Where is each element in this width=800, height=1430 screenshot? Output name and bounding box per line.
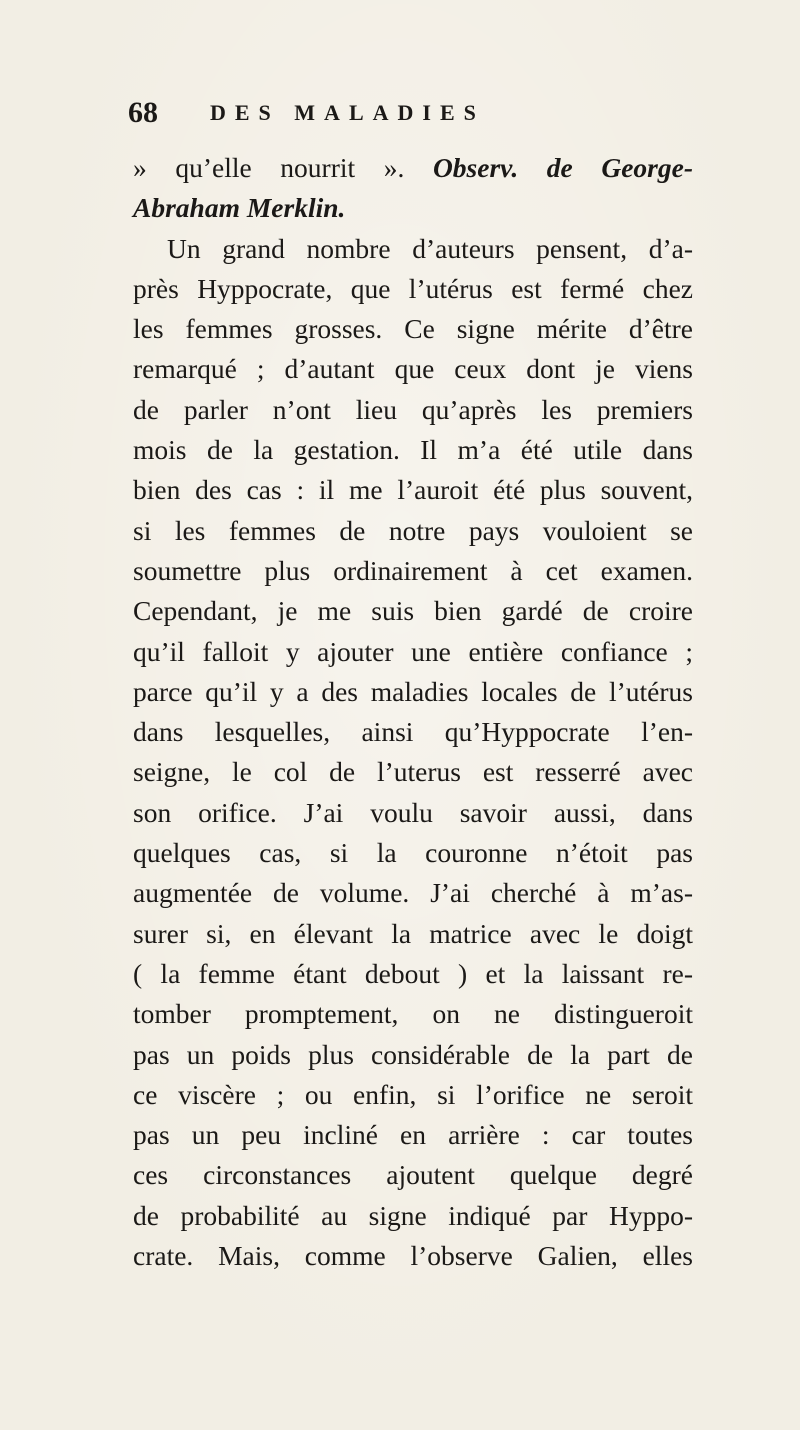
text-line: remarqué ; d’autant que ceux dont je viens [133, 353, 693, 385]
text-line: parce qu’il y a des maladies locales de l’utérus [133, 675, 693, 707]
text-line: qu’il falloit y ajouter une entière confiance ; [133, 635, 693, 667]
text-line: si les femmes de notre pays vouloient se [133, 514, 693, 546]
text-line: crate. Mais, comme l’observe Galien, elles [133, 1240, 693, 1272]
text-line: de probabilité au signe indiqué par Hyppo- [133, 1199, 693, 1231]
text-line: bien des cas : il me l’auroit été plus souvent, [133, 474, 693, 506]
text-line: Abraham Merklin. [133, 192, 346, 224]
text-line: ce viscère ; ou enfin, si l’orifice ne seroit [133, 1078, 693, 1110]
text-line: quelques cas, si la couronne n’étoit pas [133, 837, 693, 869]
text-line: surer si, en élevant la matrice avec le doigt [133, 917, 693, 949]
text-line: pas un peu incliné en arrière : car toutes [133, 1119, 693, 1151]
running-title: DES MALADIES [210, 100, 485, 125]
page-number: 68 [128, 96, 158, 129]
text-line: augmentée de volume. J’ai cherché à m’as- [133, 877, 693, 909]
text-line: tomber promptement, on ne distingueroit [133, 998, 693, 1030]
text-line: pas un poids plus considérable de la part de [133, 1038, 693, 1070]
text-line: seigne, le col de l’uterus est resserré avec [133, 756, 693, 788]
text-line: Cependant, je me suis bien gardé de croire [133, 595, 693, 627]
text-line: près Hyppocrate, que l’utérus est fermé chez [133, 272, 693, 304]
body-text [133, 148, 693, 1276]
text-line: soumettre plus ordinairement à cet examen. [133, 554, 693, 586]
text-line: Un grand nombre d’auteurs pensent, d’a- [167, 232, 693, 264]
text-line: son orifice. J’ai voulu savoir aussi, dans [133, 796, 693, 828]
text-line: » qu’elle nourrit ». Observ. de George- [133, 152, 693, 183]
text-line: de parler n’ont lieu qu’après les premiers [133, 393, 693, 425]
text-line: les femmes grosses. Ce signe mérite d’être [133, 313, 693, 345]
text-line: mois de la gestation. Il m’a été utile dans [133, 434, 693, 466]
text-line: ces circonstances ajoutent quelque degré [133, 1159, 693, 1191]
page-header [128, 96, 688, 136]
text-line: dans lesquelles, ainsi qu’Hyppocrate l’en- [133, 716, 693, 748]
text-line: ( la femme étant debout ) et la laissant re- [133, 957, 693, 989]
